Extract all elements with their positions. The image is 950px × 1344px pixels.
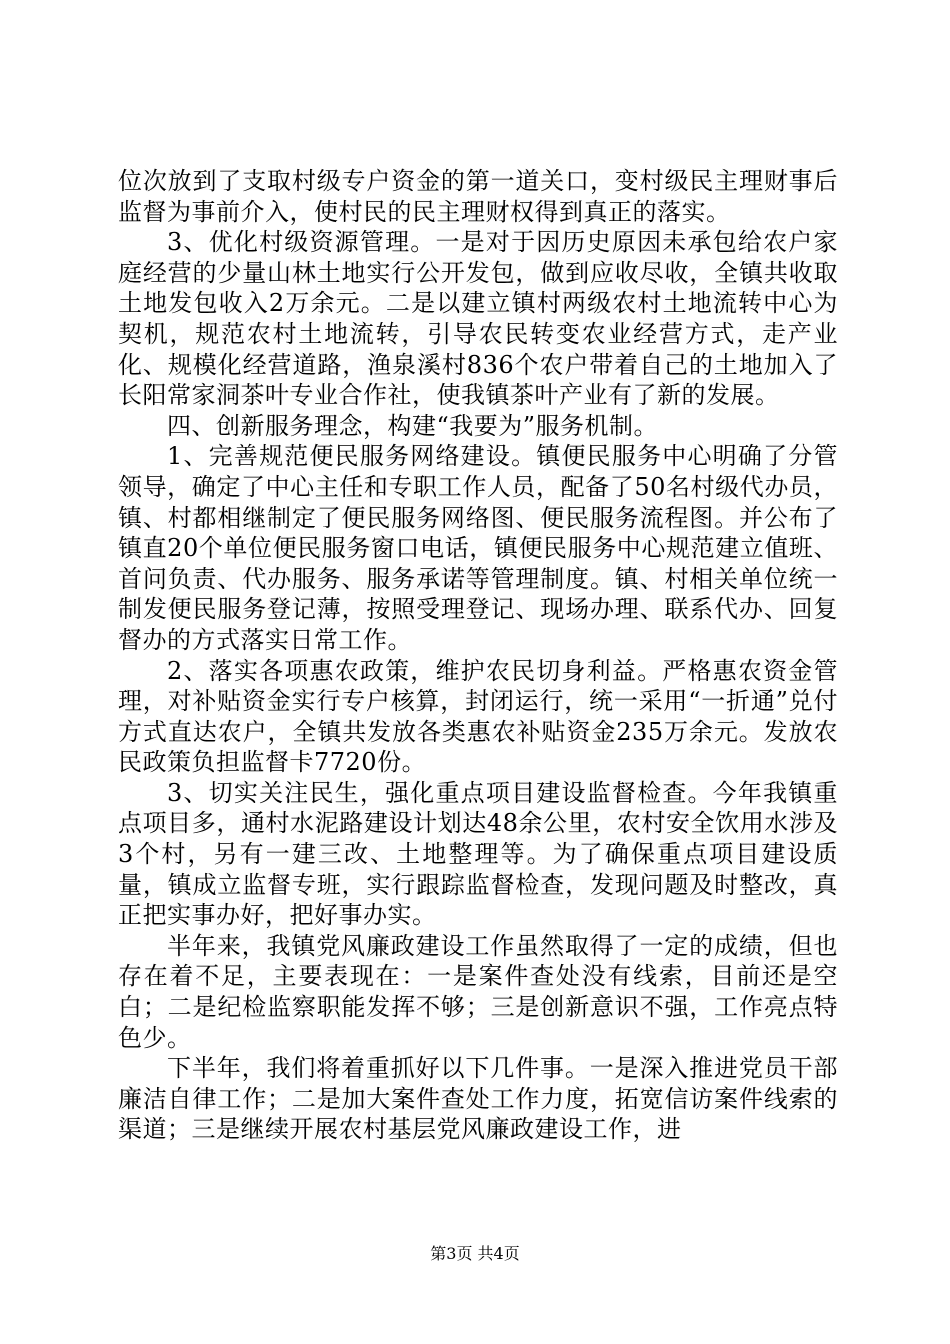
paragraph-continuation: 位次放到了支取村级专户资金的第一道关口，变村级民主理财事后监督为事前介入，使村民的民主理财权得到真正的落实。 [118, 167, 838, 226]
paragraph-service-network: 1、完善规范便民服务网络建设。镇便民服务中心明确了分管领导，确定了中心主任和专职工作人员，配备了50名村级代办员，镇、村都相继制定了便民服务网络图、便民服务流程图。并公布了镇直20个单位便民服务窗口电话，镇便民服务中心规范建立值班、首问负责、代办服务、服务承诺等管理制度。镇、村相关单位统一制发便民服务登记薄，按照受理登记、现场办理、联系代办、回复督办的方式落实日常工作。 [118, 442, 838, 654]
section-heading-service-concept: 四、创新服务理念，构建“我要为”服务机制。 [167, 411, 659, 440]
document-body [118, 166, 838, 1145]
paragraph-half-year-summary: 半年来，我镇党风廉政建设工作虽然取得了一定的成绩，但也存在着不足，主要表现在：一是案件查处没有线索，目前还是空白；二是纪检监察职能发挥不够；三是创新意识不强，工作亮点特色少。 [118, 931, 838, 1052]
paragraph-agricultural-policies: 2、落实各项惠农政策，维护农民切身利益。严格惠农资金管理，对补贴资金实行专户核算，封闭运行，统一采用“一折通”兑付方式直达农户，全镇共发放各类惠农补贴资金235万余元。发放农民政策负担监督卡7720份。 [118, 656, 838, 777]
page-footer: 第3页 共4页 [430, 1244, 520, 1263]
paragraph-resource-management: 3、优化村级资源管理。一是对于因历史原因未承包给农户家庭经营的少量山林土地实行公开发包，做到应收尽收，全镇共收取土地发包收入2万余元。二是以建立镇村两级农村土地流转中心为契机，规范农村土地流转，引导农民转变农业经营方式，走产业化、规模化经营道路，渔泉溪村836个农户带着自己的土地加入了长阳常家洞茶叶专业合作社，使我镇茶叶产业有了新的发展。 [118, 228, 838, 410]
paragraph-key-projects: 3、切实关注民生，强化重点项目建设监督检查。今年我镇重点项目多，通村水泥路建设计划达48余公里，农村安全饮用水涉及3个村，另有一建三改、土地整理等。为了确保重点项目建设质量，镇成立监督专班，实行跟踪监督检查，发现问题及时整改，真正把实事办好，把好事办实。 [118, 778, 838, 930]
paragraph-second-half-plan: 下半年，我们将着重抓好以下几件事。一是深入推进党员干部廉洁自律工作；二是加大案件查处工作力度，拓宽信访案件线索的渠道；三是继续开展农村基层党风廉政建设工作，进 [118, 1054, 838, 1144]
